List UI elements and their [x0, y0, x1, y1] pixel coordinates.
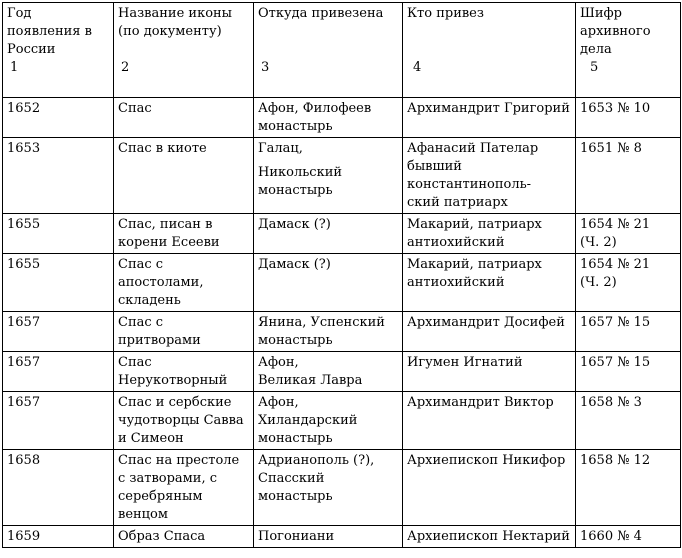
table-row: [3, 214, 681, 254]
header-text: Откуда привезена: [258, 6, 384, 21]
header-text: Год: [7, 6, 32, 21]
cell-year: 1655: [3, 254, 114, 312]
cell-icon-name: Спас с апостолами, складень: [114, 254, 254, 312]
cell-year: 1657: [3, 392, 114, 450]
header-text: архивного: [580, 24, 651, 39]
header-text: дела: [580, 42, 612, 57]
cell-archive-code: 1658 № 3: [576, 392, 681, 450]
cell-origin: Дамаск (?): [254, 214, 403, 254]
header-origin: [254, 3, 403, 98]
cell-archive-code: 1658 № 12: [576, 450, 681, 526]
cell-icon-name: Спас на престоле с затворами, с серебряным венцом: [114, 450, 254, 526]
table-row: [3, 138, 681, 214]
header-text: появления в: [7, 24, 92, 39]
cell-archive-code: 1651 № 8: [576, 138, 681, 214]
cell-origin: Погониани: [254, 526, 403, 548]
cell-brought-by: Макарий, патриарх антиохийский: [403, 214, 576, 254]
cell-year: 1659: [3, 526, 114, 548]
column-number: 4: [413, 60, 422, 75]
table-row: [3, 450, 681, 526]
table-row: [3, 392, 681, 450]
cell-origin: Афон, Великая Лавра: [254, 352, 403, 392]
table-row: [3, 352, 681, 392]
cell-icon-name: Спас и сербские чудотворцы Савва и Симеон: [114, 392, 254, 450]
header-text: Название иконы: [118, 6, 233, 21]
header-brought-by: [403, 3, 576, 98]
cell-year: 1657: [3, 352, 114, 392]
cell-archive-code: 1657 № 15: [576, 312, 681, 352]
icons-table: [2, 2, 681, 548]
cell-brought-by: Афанасий Пателар бывший константинополь- ский патриарх: [403, 138, 576, 214]
cell-year: 1658: [3, 450, 114, 526]
cell-origin: Янина, Успенский монастырь: [254, 312, 403, 352]
cell-archive-code: 1657 № 15: [576, 352, 681, 392]
cell-icon-name: Спас Нерукотворный: [114, 352, 254, 392]
column-number: 3: [261, 60, 270, 75]
table-row: [3, 526, 681, 548]
cell-origin: Афон, Филофеев монастырь: [254, 98, 403, 138]
header-row: [3, 3, 681, 98]
cell-origin: Галац, Никольский монастырь: [254, 138, 403, 214]
cell-year: 1653: [3, 138, 114, 214]
cell-brought-by: Архиепископ Никифор: [403, 450, 576, 526]
cell-icon-name: Образ Спаса: [114, 526, 254, 548]
header-text: Шифр: [580, 6, 622, 21]
table-row: [3, 312, 681, 352]
cell-year: 1655: [3, 214, 114, 254]
column-number: 5: [590, 60, 599, 75]
cell-archive-code: 1654 № 21 (Ч. 2): [576, 214, 681, 254]
cell-archive-code: 1653 № 10: [576, 98, 681, 138]
cell-icon-name: Спас с притворами: [114, 312, 254, 352]
header-text: Кто привез: [407, 6, 484, 21]
cell-brought-by: Архимандрит Григорий: [403, 98, 576, 138]
header-icon-name: [114, 3, 254, 98]
cell-year: 1652: [3, 98, 114, 138]
header-text: (по документу): [118, 24, 222, 39]
column-number: 2: [121, 60, 130, 75]
column-number: 1: [10, 60, 19, 75]
cell-icon-name: Спас в киоте: [114, 138, 254, 214]
table-row: [3, 98, 681, 138]
cell-archive-code: 1654 № 21 (Ч. 2): [576, 254, 681, 312]
header-archive-code: [576, 3, 681, 98]
cell-icon-name: Спас: [114, 98, 254, 138]
cell-brought-by: Архимандрит Виктор: [403, 392, 576, 450]
header-text: России: [7, 42, 56, 57]
cell-brought-by: Архиепископ Нектарий: [403, 526, 576, 548]
header-year: [3, 3, 114, 98]
cell-origin: Адрианополь (?), Спасский монастырь: [254, 450, 403, 526]
cell-year: 1657: [3, 312, 114, 352]
cell-brought-by: Архимандрит Досифей: [403, 312, 576, 352]
cell-origin: Афон, Хиландарский монастырь: [254, 392, 403, 450]
cell-icon-name: Спас, писан в корени Есееви: [114, 214, 254, 254]
table-row: [3, 254, 681, 312]
cell-origin: Дамаск (?): [254, 254, 403, 312]
cell-archive-code: 1660 № 4: [576, 526, 681, 548]
cell-brought-by: Игумен Игнатий: [403, 352, 576, 392]
cell-brought-by: Макарий, патриарх антиохийский: [403, 254, 576, 312]
